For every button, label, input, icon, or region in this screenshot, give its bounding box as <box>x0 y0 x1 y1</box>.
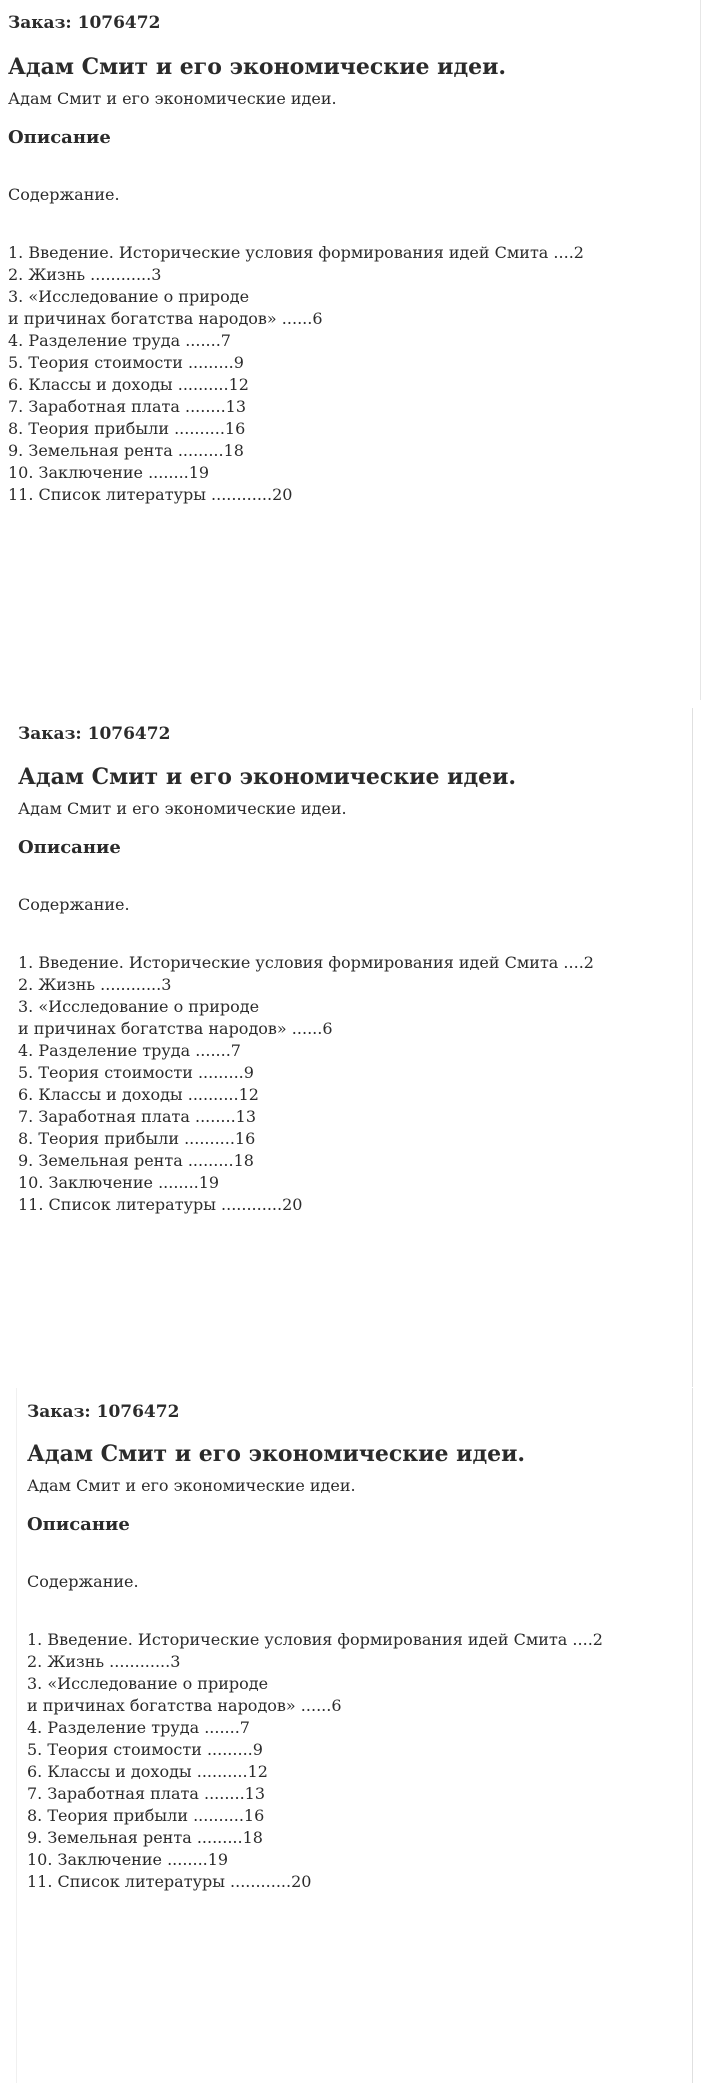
toc-item: 11. Список литературы ............20 <box>8 485 293 504</box>
toc-item: 1. Введение. Исторические условия формирования идей Смита ....2 <box>8 243 584 262</box>
toc-item: 2. Жизнь ............3 <box>27 1652 181 1671</box>
table-of-contents <box>8 242 690 506</box>
toc-item: 2. Жизнь ............3 <box>18 975 172 994</box>
toc-item: 3. «Исследование о природе <box>18 997 260 1016</box>
toc-item: 6. Классы и доходы ..........12 <box>18 1085 259 1104</box>
description-heading: Описание <box>27 1514 130 1535</box>
toc-item: 9. Земельная рента .........18 <box>18 1151 254 1170</box>
toc-item: и причинах богатства народов» ......6 <box>18 1019 333 1038</box>
toc-item: 3. «Исследование о природе <box>8 287 250 306</box>
contents-label: Содержание. <box>27 1572 139 1591</box>
toc-item: 10. Заключение ........19 <box>8 463 210 482</box>
document-title: Адам Смит и его экономические идеи. <box>18 764 517 790</box>
description-heading: Описание <box>8 127 111 148</box>
toc-item: 10. Заключение ........19 <box>18 1173 220 1192</box>
toc-item: 8. Теория прибыли ..........16 <box>27 1806 265 1825</box>
toc-item: 7. Заработная плата ........13 <box>18 1107 257 1126</box>
order-number: Заказ: 1076472 <box>18 724 171 744</box>
toc-item: 10. Заключение ........19 <box>27 1850 229 1869</box>
toc-item: 1. Введение. Исторические условия формирования идей Смита ....2 <box>18 953 594 972</box>
contents-label: Содержание. <box>8 185 120 204</box>
toc-item: 4. Разделение труда .......7 <box>8 331 231 350</box>
document-card-3 <box>16 1388 693 2083</box>
description-heading: Описание <box>18 837 121 858</box>
document-card-1 <box>0 0 701 700</box>
toc-item: 5. Теория стоимости .........9 <box>27 1740 263 1759</box>
toc-item: 8. Теория прибыли ..........16 <box>8 419 246 438</box>
order-number: Заказ: 1076472 <box>27 1402 180 1422</box>
toc-item: 4. Разделение труда .......7 <box>27 1718 250 1737</box>
toc-item: 11. Список литературы ............20 <box>18 1195 303 1214</box>
toc-item: 6. Классы и доходы ..........12 <box>8 375 249 394</box>
toc-item: 4. Разделение труда .......7 <box>18 1041 241 1060</box>
contents-label: Содержание. <box>18 895 130 914</box>
toc-item: 5. Теория стоимости .........9 <box>8 353 244 372</box>
document-subtitle: Адам Смит и его экономические идеи. <box>27 1476 356 1495</box>
document-card-2 <box>8 708 693 1387</box>
document-block-3 <box>0 1387 701 2083</box>
toc-item: 11. Список литературы ............20 <box>27 1872 312 1891</box>
table-of-contents <box>27 1629 682 1893</box>
document-subtitle: Адам Смит и его экономические идеи. <box>18 799 347 818</box>
toc-item: 1. Введение. Исторические условия формирования идей Смита ....2 <box>27 1630 603 1649</box>
toc-item: и причинах богатства народов» ......6 <box>8 309 323 328</box>
toc-item: 7. Заработная плата ........13 <box>8 397 247 416</box>
toc-item: 2. Жизнь ............3 <box>8 265 162 284</box>
order-number: Заказ: 1076472 <box>8 13 161 33</box>
toc-item: 6. Классы и доходы ..........12 <box>27 1762 268 1781</box>
document-subtitle: Адам Смит и его экономические идеи. <box>8 89 337 108</box>
document-title: Адам Смит и его экономические идеи. <box>27 1441 526 1467</box>
toc-item: 8. Теория прибыли ..........16 <box>18 1129 256 1148</box>
table-of-contents <box>18 952 682 1216</box>
document-block-2 <box>0 700 701 1387</box>
toc-item: 7. Заработная плата ........13 <box>27 1784 266 1803</box>
toc-item: и причинах богатства народов» ......6 <box>27 1696 342 1715</box>
toc-item: 3. «Исследование о природе <box>27 1674 269 1693</box>
toc-item: 9. Земельная рента .........18 <box>27 1828 263 1847</box>
document-title: Адам Смит и его экономические идеи. <box>8 54 507 80</box>
document-block-1 <box>0 0 701 700</box>
toc-item: 9. Земельная рента .........18 <box>8 441 244 460</box>
toc-item: 5. Теория стоимости .........9 <box>18 1063 254 1082</box>
